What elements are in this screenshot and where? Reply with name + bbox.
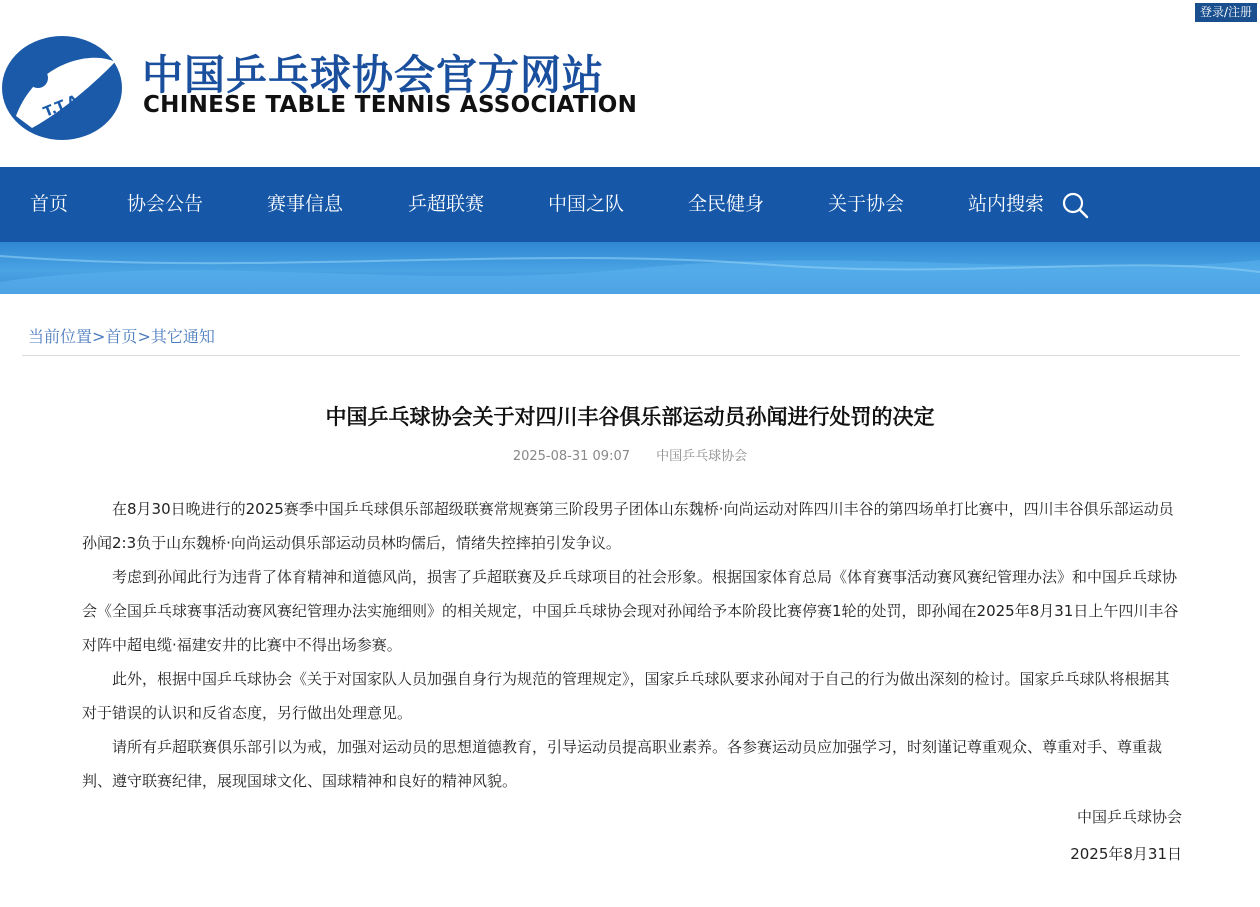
breadcrumb-section-link[interactable]: 其它通知 (150, 327, 215, 346)
site-name-en: CHINESE TABLE TENNIS ASSOCIATION (143, 92, 638, 118)
nav-item-about[interactable]: 关于协会 (828, 193, 905, 215)
nav-item-announcements[interactable]: 协会公告 (127, 193, 204, 215)
breadcrumb-current-label: 当前位置 (28, 327, 93, 346)
article-date: 2025-08-31 09:07 (512, 449, 630, 464)
site-name-cn: 中国乒乓球协会官方网站 (142, 51, 604, 99)
article-title: 中国乒乓球协会关于对四川丰谷俱乐部运动员孙闻进行处罚的决定 (325, 405, 935, 429)
breadcrumb-separator: > (92, 327, 106, 346)
article-paragraph: 在8月30日晚进行的2025赛季中国乒乓球俱乐部超级联赛常规赛第三阶段男子团体山东魏桥·向尚运动对阵四川丰谷的第四场单打比赛中，四川丰谷俱乐部运动员孙闻2:3负于山东魏桥·向尚运动俱乐部运动员林昀儒后，情绪失控摔拍引发争议。 (82, 500, 1174, 552)
article-paragraph: 考虑到孙闻此行为违背了体育精神和道德风尚，损害了乒超联赛及乒乓球项目的社会形象。根据国家体育总局《体育赛事活动赛风赛纪管理办法》和中国乒乓球协会《全国乒乓球赛事活动赛风赛纪管理办法实施细则》的相关规定，中国乒乓球协会现对孙闻给予本阶段比赛停赛1轮的处罚，即孙闻在2025年8月31日上午四川丰谷对阵中超电缆·福建安井的比赛中不得出场参赛。 (82, 568, 1179, 654)
breadcrumb-divider (22, 355, 1240, 356)
header-banner (0, 242, 1260, 294)
article-body (82, 492, 1182, 798)
nav-item-events[interactable]: 赛事信息 (267, 193, 344, 215)
article-meta (0, 445, 1260, 464)
login-register-button[interactable]: 登录/注册 (1195, 3, 1257, 22)
breadcrumb-separator: > (137, 327, 151, 346)
nav-item-home[interactable]: 首页 (30, 193, 69, 215)
nav-item-national-team[interactable]: 中国之队 (548, 193, 625, 215)
nav-item-super-league[interactable]: 乒超联赛 (408, 193, 485, 215)
article-sign-date: 2025年8月31日 (1070, 845, 1182, 863)
banner-wave-decoration (0, 242, 1260, 294)
logo-text: T.T.A. (41, 90, 87, 121)
article-signature: 中国乒乓球协会 (1076, 808, 1182, 826)
breadcrumb (28, 324, 215, 347)
search-icon[interactable] (1061, 191, 1089, 219)
article-source: 中国乒乓球协会 (656, 449, 748, 464)
nav-item-site-search[interactable]: 站内搜索 (968, 193, 1045, 215)
article-paragraph: 此外，根据中国乒乓球协会《关于对国家队人员加强自身行为规范的管理规定》，国家乒乓球队要求孙闻对于自己的行为做出深刻的检讨。国家乒乓球队将根据其对于错误的认识和反省态度，另行做出处理意见。 (82, 670, 1170, 722)
site-header (0, 0, 1260, 167)
tta-logo-icon (2, 32, 122, 140)
main-nav (0, 167, 1260, 242)
nav-item-fitness[interactable]: 全民健身 (688, 193, 765, 215)
article-paragraph: 请所有乒超联赛俱乐部引以为戒，加强对运动员的思想道德教育，引导运动员提高职业素养。各参赛运动员应加强学习，时刻谨记尊重观众、尊重对手、尊重裁判、遵守联赛纪律，展现国球文化、国球精神和良好的精神风貌。 (82, 738, 1163, 790)
breadcrumb-home-link[interactable]: 首页 (105, 327, 138, 346)
